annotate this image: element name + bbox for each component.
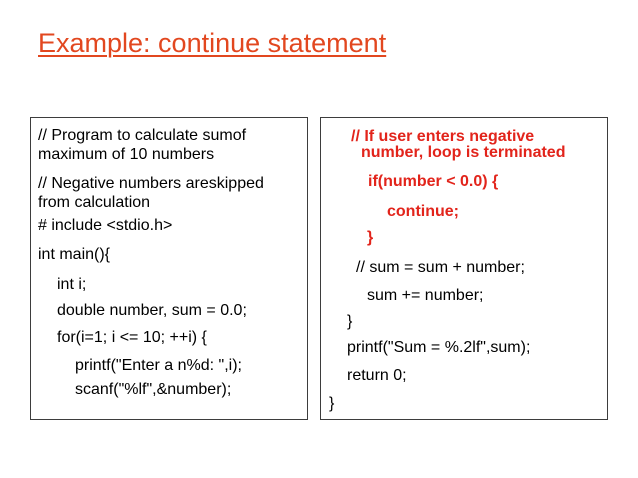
code-line: int main(){ bbox=[38, 246, 111, 263]
code-line: scanf("%lf",&number); bbox=[75, 381, 232, 398]
code-line: for(i=1; i <= 10; ++i) { bbox=[57, 329, 207, 346]
code-line: } bbox=[329, 395, 335, 412]
code-line: // sum = sum + number; bbox=[356, 259, 525, 276]
code-line: int i; bbox=[57, 276, 87, 293]
left-code-panel bbox=[30, 117, 308, 420]
code-line: return 0; bbox=[347, 367, 407, 384]
code-line: // Negative numbers areskipped bbox=[38, 175, 264, 192]
code-line: if(number < 0.0) { bbox=[368, 173, 499, 190]
code-line: continue; bbox=[387, 203, 459, 220]
code-line: from calculation bbox=[38, 194, 151, 211]
code-line: } bbox=[367, 229, 374, 246]
code-line: // Program to calculate sumof bbox=[38, 127, 247, 144]
code-line: } bbox=[347, 313, 353, 330]
comment-line: number, loop is terminated bbox=[361, 144, 566, 161]
code-line: maximum of 10 numbers bbox=[38, 146, 215, 163]
code-line: printf("Sum = %.2lf",sum); bbox=[347, 339, 531, 356]
comment-line: // If user enters negative bbox=[351, 128, 535, 145]
slide-title: Example: continue statement bbox=[38, 28, 387, 58]
code-line: sum += number; bbox=[367, 287, 484, 304]
code-line: # include <stdio.h> bbox=[38, 217, 173, 234]
code-line: double number, sum = 0.0; bbox=[57, 302, 247, 319]
right-code-panel bbox=[320, 117, 608, 420]
code-line: printf("Enter a n%d: ",i); bbox=[75, 357, 242, 374]
